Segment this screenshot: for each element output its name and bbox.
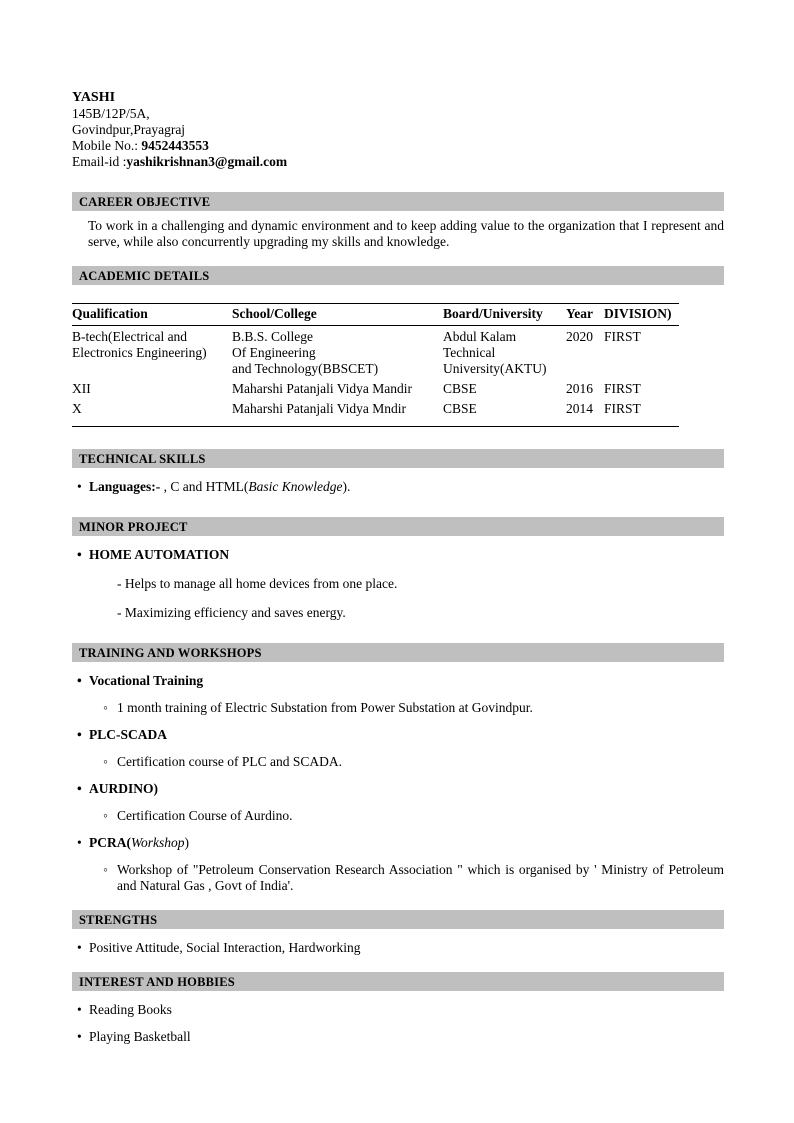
cell-school: Maharshi Patanjali Vidya Mandir bbox=[232, 381, 413, 396]
training-heading-pcra bbox=[72, 835, 724, 851]
section-title-academic-details: ACADEMIC DETAILS bbox=[72, 266, 724, 285]
section-title-strengths: STRENGTHS bbox=[72, 910, 724, 929]
address-line-2: Govindpur,Prayagraj bbox=[72, 122, 186, 137]
cell-qualification: X bbox=[72, 398, 232, 427]
section-title-minor-project: MINOR PROJECT bbox=[72, 517, 724, 536]
languages-label: Languages:- bbox=[89, 479, 161, 494]
cell-line: Electronics Engineering) bbox=[72, 345, 207, 360]
pcra-label: PCRA( bbox=[89, 835, 131, 850]
cell-line: and Technology(BBSCET) bbox=[232, 361, 379, 376]
hobby-item: • Playing Basketball bbox=[72, 1029, 724, 1045]
project-name: • HOME AUTOMATION bbox=[72, 547, 724, 563]
mobile-label: Mobile No.: bbox=[72, 138, 142, 153]
pcra-workshop-label: Workshop bbox=[131, 835, 185, 850]
col-header-board: Board/University bbox=[443, 304, 566, 326]
cell-year: 2016 bbox=[566, 381, 593, 396]
cell-line: B-tech(Electrical and bbox=[72, 329, 188, 344]
candidate-name: YASHI bbox=[72, 90, 116, 105]
table-row bbox=[72, 326, 679, 379]
email-line bbox=[72, 154, 724, 170]
languages-note: Basic Knowledge bbox=[248, 479, 343, 494]
cell-line: Technical bbox=[443, 345, 496, 360]
hobby-item: • Reading Books bbox=[72, 1002, 724, 1018]
section-title-career-objective: CAREER OBJECTIVE bbox=[72, 192, 724, 211]
table-row bbox=[72, 378, 679, 398]
training-heading: • PLC-SCADA bbox=[72, 727, 724, 743]
cell-year: 2014 bbox=[566, 398, 604, 427]
cell-board bbox=[443, 326, 566, 379]
languages-text: , C and HTML( bbox=[160, 479, 249, 494]
cell-division: FIRST bbox=[604, 398, 679, 427]
cell-line: Abdul Kalam bbox=[443, 329, 517, 344]
pcra-label-end: ) bbox=[184, 835, 190, 850]
languages-text-end: ). bbox=[342, 479, 351, 494]
section-title-training-workshops: TRAINING AND WORKSHOPS bbox=[72, 643, 724, 662]
cell-line: B.B.S. College bbox=[232, 329, 314, 344]
address-line-1: 145B/12P/5A, bbox=[72, 106, 150, 121]
cell-board: CBSE bbox=[443, 398, 566, 427]
contact-header bbox=[72, 90, 724, 170]
email-label: Email-id : bbox=[72, 154, 127, 169]
email-address: yashikrishnan3@gmail.com bbox=[126, 154, 288, 169]
training-detail: ◦ Certification course of PLC and SCADA. bbox=[103, 754, 724, 770]
project-point: - Helps to manage all home devices from one place. bbox=[117, 576, 398, 591]
strengths-item: • Positive Attitude, Social Interaction, Hardworking bbox=[72, 940, 724, 956]
section-title-interest-hobbies: INTEREST AND HOBBIES bbox=[72, 972, 724, 991]
cell-division: FIRST bbox=[604, 381, 641, 396]
training-heading: • Vocational Training bbox=[72, 673, 724, 689]
col-header-qualification: Qualification bbox=[72, 304, 232, 326]
skills-languages-item bbox=[72, 479, 724, 495]
col-header-division: DIVISION) bbox=[604, 304, 679, 326]
cell-board: CBSE bbox=[443, 381, 477, 396]
cell-qualification: XII bbox=[72, 381, 91, 396]
mobile-number: 9452443553 bbox=[141, 138, 209, 153]
cell-school: Maharshi Patanjali Vidya Mndir bbox=[232, 398, 443, 427]
col-header-school: School/College bbox=[232, 304, 443, 326]
cell-qualification bbox=[72, 326, 232, 379]
project-point: - Maximizing efficiency and saves energy. bbox=[117, 605, 346, 620]
table-row bbox=[72, 398, 679, 427]
section-title-technical-skills: TECHNICAL SKILLS bbox=[72, 449, 724, 468]
cell-line: University(AKTU) bbox=[443, 361, 547, 376]
training-detail-pcra: ◦ Workshop of "Petroleum Conservation Research Association " which is organised by ' Ministry of Petroleum and Natural Gas , Govt of India'. bbox=[103, 862, 724, 894]
training-heading: • AURDINO) bbox=[72, 781, 724, 797]
cell-division: FIRST bbox=[604, 329, 641, 344]
academic-table-header-row bbox=[72, 304, 679, 326]
cell-year: 2020 bbox=[566, 329, 593, 344]
training-detail: ◦ 1 month training of Electric Substation from Power Substation at Govindpur. bbox=[103, 700, 724, 716]
training-detail: ◦ Certification Course of Aurdino. bbox=[103, 808, 724, 824]
mobile-line bbox=[72, 138, 724, 154]
cell-line: Of Engineering bbox=[232, 345, 316, 360]
col-header-year: Year bbox=[566, 304, 604, 326]
academic-table bbox=[72, 303, 679, 427]
cell-school bbox=[232, 326, 443, 379]
career-objective-text: To work in a challenging and dynamic environment and to keep adding value to the organization that I represent and serve, while also concurrently upgrading my skills and knowledge. bbox=[88, 218, 724, 249]
